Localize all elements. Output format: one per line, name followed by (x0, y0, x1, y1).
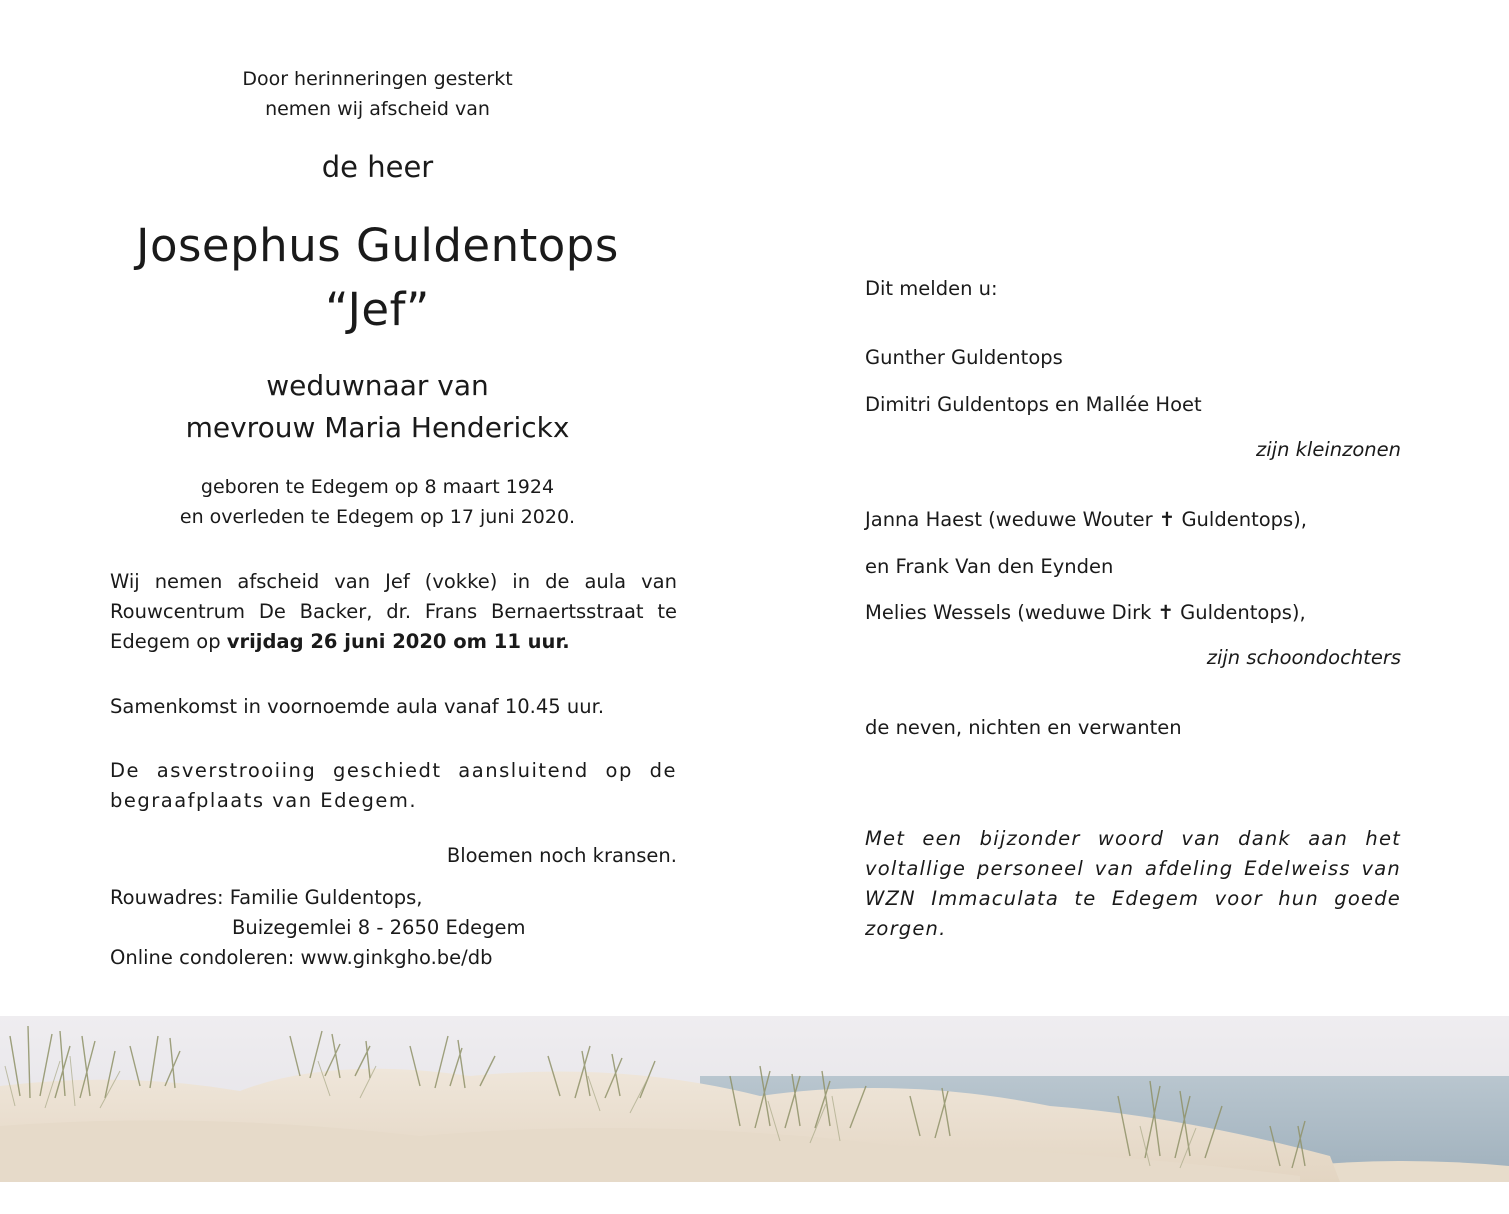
cross-icon: ✝ (1157, 601, 1174, 624)
grandsons-role: zijn kleinzonen (1256, 438, 1401, 461)
dates-block (110, 472, 645, 532)
cross-icon: ✝ (1158, 508, 1176, 531)
intro-line-2: nemen wij afscheid van (265, 98, 490, 120)
daughter-in-law-2-a: Melies Wessels (weduwe Dirk (865, 601, 1158, 624)
widow-line-1: weduwnaar van (266, 369, 489, 402)
address-block (110, 883, 677, 973)
widow-line-2: mevrouw Maria Henderickx (185, 411, 570, 444)
daughters-in-law-role: zijn schoondochters (1206, 646, 1401, 669)
daughter-in-law-partner: en Frank Van den Eynden (865, 555, 1114, 578)
grandson-2: Dimitri Guldentops en Mallée Hoet (865, 393, 1202, 416)
dune-landscape-image (0, 1016, 1509, 1182)
announce-line: Dit melden u: (865, 277, 998, 300)
scattering-paragraph: De asverstrooiing geschiedt aansluitend op de begraafplaats van Edegem. (110, 759, 677, 812)
flowers-note: Bloemen noch kransen. (446, 844, 677, 867)
thanks-paragraph: Met een bijzonder woord van dank aan het voltallige personeel van afdeling Edelweiss van WZN Immaculata te Edegem voor hun goede zorgen. (865, 827, 1401, 940)
farewell-text: Wij nemen afscheid van Jef (vokke) in de aula van Rouwcentrum De Backer, dr. Frans Bernaertsstraat te Edegem op (110, 570, 677, 653)
title: de heer (321, 150, 434, 184)
deceased-name-block (80, 214, 675, 342)
address-line-2: Buizegemlei 8 - 2650 Edegem (232, 916, 526, 939)
online-condolences: Online condoleren: www.ginkgho.be/db (110, 946, 493, 969)
intro-line-1: Door herinneringen gesterkt (242, 68, 513, 90)
address-line-1: Rouwadres: Familie Guldentops, (110, 886, 423, 909)
gathering-paragraph: Samenkomst in voornoemde aula vanaf 10.45 uur. (110, 695, 605, 718)
relatives-line: de neven, nichten en verwanten (865, 716, 1182, 739)
grandson-1: Gunther Guldentops (865, 346, 1063, 369)
death-line: en overleden te Edegem op 17 juni 2020. (179, 506, 576, 528)
daughter-in-law-2 (865, 598, 1401, 628)
deceased-name: Josephus Guldentops (136, 219, 619, 272)
daughter-in-law-2-b: Guldentops), (1173, 601, 1306, 624)
farewell-date: vrijdag 26 juni 2020 om 11 uur. (226, 630, 570, 653)
dune-landscape-svg (0, 1016, 1509, 1182)
intro-text (110, 64, 645, 124)
birth-line: geboren te Edegem op 8 maart 1924 (200, 476, 555, 498)
daughter-in-law-1-b: Guldentops), (1175, 508, 1307, 531)
nickname: “Jef” (325, 283, 430, 336)
daughter-in-law-1-a: Janna Haest (weduwe Wouter (865, 508, 1159, 531)
farewell-paragraph (110, 567, 677, 657)
widow-block (110, 365, 645, 449)
daughter-in-law-1 (865, 505, 1401, 535)
